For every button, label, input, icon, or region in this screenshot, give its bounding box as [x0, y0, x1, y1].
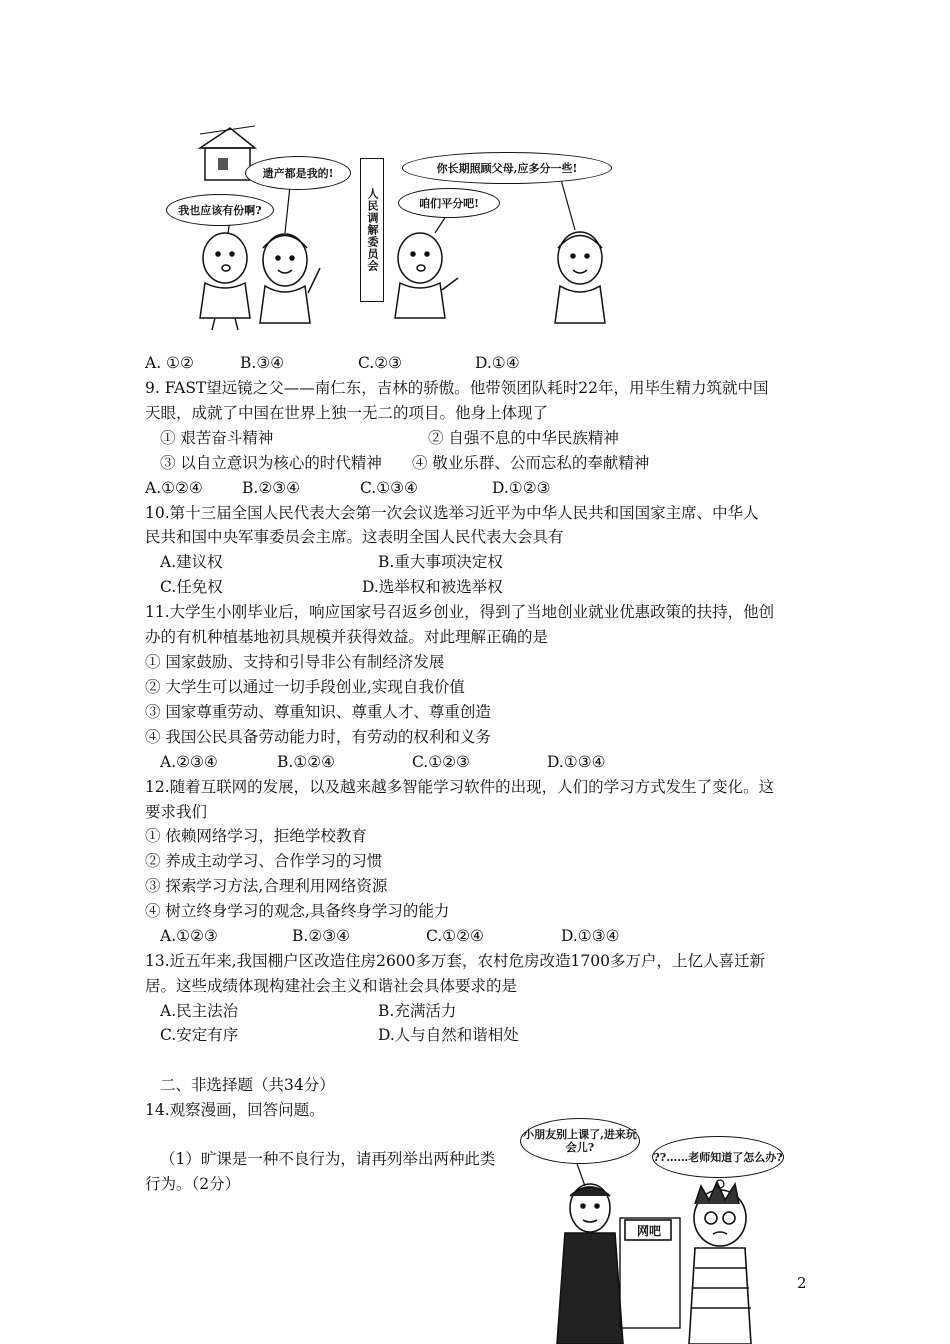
cafe-sign-text: 网吧 [636, 1224, 661, 1238]
q11-option-a: A.②③④ [160, 753, 218, 771]
q9-option-d: D.①②③ [492, 479, 551, 497]
q11-options [160, 752, 606, 772]
page-number: 2 [797, 1274, 807, 1292]
q8-option-a: A. ①② [145, 354, 194, 372]
cartoon2-bubble-right: ??……老师知道了怎么办? [652, 1136, 784, 1178]
q11-option-d: D.①③④ [547, 753, 606, 771]
cartoon1-bubble-left: 我也应该有份啊? [166, 194, 274, 226]
q10-stem-2: 民共和国中央军事委员会主席。这表明全国人民代表大会具有 [145, 528, 564, 546]
q11-option-b: B.①②④ [277, 753, 336, 771]
q10-stem-1: 10.第十三届全国人民代表大会第一次会议选举习近平为中华人民共和国国家主席、中华人 [145, 504, 759, 522]
q9-options [145, 478, 551, 498]
man-figure-right [395, 233, 458, 318]
q9-item-2: ② 自强不息的中华民族精神 [428, 429, 619, 447]
q9-item-4: ④ 敬业乐群、公而忘私的奉献精神 [412, 454, 650, 472]
q11-option-c: C.①②③ [412, 753, 470, 771]
section-two-heading: 二、非选择题（共34分） [160, 1076, 335, 1094]
q9-item-1: ① 艰苦奋斗精神 [160, 429, 274, 447]
q12-item-1: ① 依赖网络学习，拒绝学校教育 [145, 827, 367, 845]
q12-item-3: ③ 探索学习方法,合理利用网络资源 [145, 877, 388, 895]
q11-item-4: ④ 我国公民具备劳动能力时，有劳动的权利和义务 [145, 728, 491, 746]
boy-figure [689, 1182, 751, 1344]
q11-stem-2: 办的有机种植基地初具规模并获得效益。对此理解正确的是 [145, 628, 549, 646]
q11-item-2: ② 大学生可以通过一切手段创业,实现自我价值 [145, 678, 465, 696]
q12-option-c: C.①②④ [426, 927, 484, 945]
q13-option-c: C.安定有序 [160, 1026, 239, 1044]
q9-option-c: C.①③④ [360, 479, 418, 497]
q9-option-a: A.①②④ [145, 479, 203, 497]
cartoon1-bubble-right-mid: 咱们平分吧! [398, 188, 500, 218]
q11-stem-1: 11.大学生小刚毕业后，响应国家号召返乡创业，得到了当地创业就业优惠政策的扶持，他创 [145, 603, 775, 621]
q13-option-d: D.人与自然和谐相处 [378, 1026, 519, 1044]
q13-stem-1: 13.近五年来,我国棚户区改造住房2600多万套，农村危房改造1700多万户，上亿人喜迁新 [145, 952, 765, 970]
q9-option-b: B.②③④ [242, 479, 301, 497]
q11-item-3: ③ 国家尊重劳动、尊重知识、尊重人才、尊重创造 [145, 703, 491, 721]
q9-stem-2: 天眼，成就了中国在世界上独一无二的项目。他身上体现了 [145, 404, 549, 422]
q13-option-a: A.民主法治 [160, 1002, 239, 1020]
cartoon1-bubble-mid: 遗产都是我的! [245, 156, 351, 190]
q11-item-1: ① 国家鼓励、支持和引导非公有制经济发展 [145, 653, 445, 671]
cartoon1-bubble-right-top: 你长期照顾父母,应多分一些! [402, 152, 612, 184]
q8-option-b: B.③④ [240, 354, 285, 372]
q12-item-2: ② 养成主动学习、合作学习的习惯 [145, 852, 383, 870]
q12-stem-1: 12.随着互联网的发展，以及越来越多智能学习软件的出现，人们的学习方式发生了变化。这 [145, 778, 775, 796]
man-figure-left [200, 233, 250, 330]
q12-option-a: A.①②③ [160, 927, 218, 945]
q9-stem-1: 9. FAST望远镜之父——南仁东，吉林的骄傲。他带领团队耗时22年，用毕生精力筑就中国 [145, 379, 769, 397]
q8-options [145, 353, 520, 373]
q10-option-b: B.重大事项决定权 [378, 553, 503, 571]
woman-figure-right [555, 232, 605, 323]
q9-item-3: ③ 以自立意识为核心的时代精神 [160, 454, 382, 472]
q10-option-c: C.任免权 [160, 578, 223, 596]
q12-option-d: D.①③④ [561, 927, 620, 945]
q13-stem-2: 居。这些成绩体现构建社会主义和谐社会具体要求的是 [145, 977, 518, 995]
cartoon2-bubble-left: 小朋友别上课了,进来玩会儿? [520, 1118, 640, 1164]
cafe-man-figure [557, 1184, 623, 1344]
q12-option-b: B.②③④ [292, 927, 351, 945]
q14-stem: 14.观察漫画，回答问题。 [145, 1101, 325, 1119]
q14-sub1-line1: （1）旷课是一种不良行为，请再列举出两种此类 [160, 1150, 496, 1168]
q10-option-d: D.选举权和被选举权 [362, 578, 503, 596]
q10-option-a: A.建议权 [160, 553, 223, 571]
q8-option-d: D.①④ [475, 354, 520, 372]
woman-figure-left [260, 234, 320, 323]
mediation-committee-sign: 人民调解委员会 [360, 158, 384, 302]
q14-sub1-line2: 行为。（2分） [145, 1175, 241, 1193]
q8-option-c: C.②③ [358, 354, 403, 372]
q13-option-b: B.充满活力 [378, 1002, 457, 1020]
q12-item-4: ④ 树立终身学习的观念,具备终身学习的能力 [145, 902, 450, 920]
q12-stem-2: 要求我们 [145, 803, 208, 821]
q12-options [160, 926, 620, 946]
